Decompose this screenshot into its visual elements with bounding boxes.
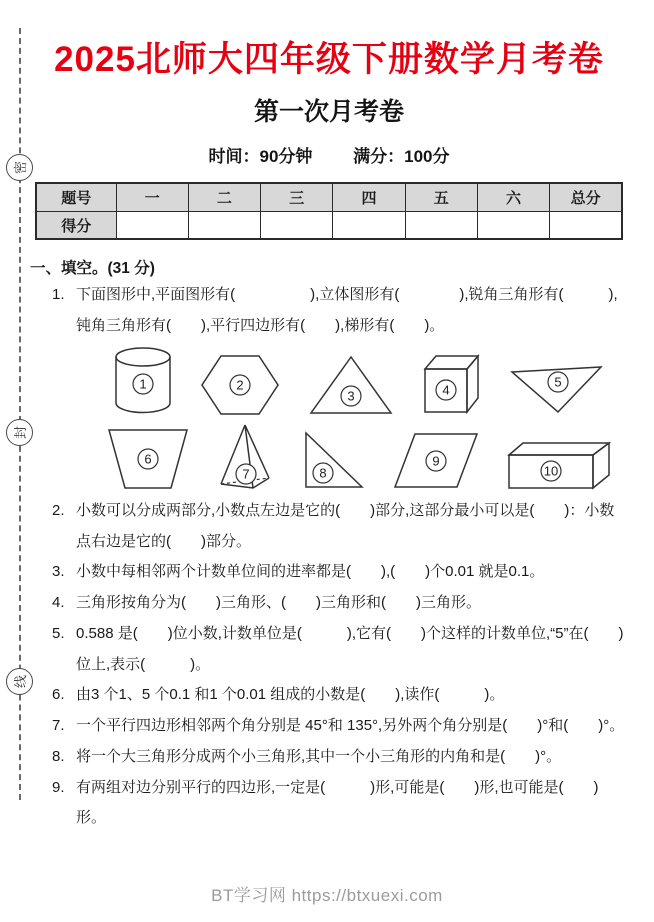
table-corner-cell: 题号 (36, 183, 116, 211)
exam-subtitle: 第一次月考卷 (253, 98, 404, 127)
figure-row-1 (90, 346, 628, 416)
seal-char: 封 (13, 426, 28, 440)
question-number: 5. (52, 624, 65, 642)
table-col-header: 四 (333, 183, 405, 211)
question (52, 280, 628, 342)
question-text: 下面图形中,平面图形有( ),立体图形有( ),锐角三角形有( ),钝角三角形有( ),平行四边形有( ),梯形有( )。 (76, 286, 618, 334)
figure-label: 9 (432, 453, 440, 469)
figure-label: 7 (242, 466, 250, 482)
question-number: 9. (52, 778, 65, 796)
question (52, 742, 628, 773)
question-text: 小数可以分成两部分,小数点左边是它的( )部分,这部分最小可以是( )：小数点右边是它的( )部分。 (76, 501, 615, 550)
figure-label: 6 (144, 451, 152, 467)
question-text: 有两组对边分别平行的四边形,一定是( )形,可能是( )形,也可能是( )形。 (76, 778, 599, 827)
question-number: 7. (52, 717, 65, 734)
figure-label: 5 (554, 374, 562, 390)
obtuse-triangle-figure (510, 362, 604, 416)
table-col-header: 二 (188, 183, 260, 211)
question-number: 4. (52, 594, 65, 611)
figure-label: 3 (347, 388, 355, 404)
score-cell (188, 211, 260, 239)
table-col-header: 六 (477, 183, 549, 211)
seal-char-circle (6, 419, 33, 446)
figure-label: 1 (139, 376, 147, 392)
question-number: 2. (52, 501, 65, 519)
exam-meta (30, 142, 628, 167)
time-label: 时间：90分钟 (208, 147, 313, 167)
table-col-header: 五 (405, 183, 477, 211)
score-cell (333, 211, 405, 239)
question (52, 773, 628, 835)
trapezoid-figure (105, 428, 191, 490)
question-list (30, 280, 628, 834)
score-cell (116, 211, 188, 239)
question-text: 一个平行四边形相邻两个角分别是 45°和 135°,另外两个角分别是( )°和( )°。 (76, 717, 625, 734)
cylinder-figure (114, 346, 172, 416)
question (52, 680, 628, 711)
footer-watermark: BT学习网 https://btxuexi.com (211, 886, 443, 905)
question-text: 将一个大三角形分成两个小三角形,其中一个小三角形的内角和是( )°。 (76, 747, 562, 765)
question-number: 6. (52, 686, 65, 704)
score-row-label: 得分 (36, 211, 116, 239)
parallelogram-figure (393, 432, 479, 490)
seal-char: 线 (13, 675, 28, 689)
figure-row-2 (90, 422, 628, 490)
full-score-label: 满分：100分 (353, 147, 450, 167)
question-number: 1. (52, 286, 65, 304)
figure-label: 4 (442, 382, 450, 398)
pyramid-figure (219, 422, 275, 490)
question (52, 496, 628, 558)
hexagon-figure (200, 354, 280, 416)
cuboid-figure (507, 440, 613, 490)
score-table-score-row (36, 211, 622, 239)
seal-char: 密 (13, 161, 28, 175)
figure-label: 2 (236, 377, 244, 393)
question-number: 3. (52, 563, 65, 581)
question (52, 619, 628, 681)
table-col-header: 三 (261, 183, 333, 211)
right-triangle-figure (303, 430, 365, 490)
score-cell (405, 211, 477, 239)
score-table (35, 182, 623, 240)
question-number: 8. (52, 747, 65, 765)
table-col-header: 总分 (550, 183, 622, 211)
question (52, 711, 628, 742)
question-text: 由3 个1、5 个0.1 和1 个0.01 组成的小数是( ),读作( )。 (76, 686, 505, 704)
page-title: 2025北师大四年级下册数学月考卷 (54, 40, 604, 79)
seal-char-circle (6, 668, 33, 695)
section-heading: 一、填空。(31 分) (30, 260, 155, 278)
question-text: 三角形按角分为( )三角形、( )三角形和( )三角形。 (76, 594, 481, 611)
figure-label: 8 (319, 465, 327, 481)
question (52, 557, 628, 588)
cube-figure (422, 352, 482, 416)
score-cell (550, 211, 622, 239)
score-table-header-row (36, 183, 622, 211)
figure-label: 10 (543, 463, 559, 479)
score-cell (477, 211, 549, 239)
seal-char-circle (6, 154, 33, 181)
question (52, 588, 628, 619)
score-cell (261, 211, 333, 239)
table-col-header: 一 (116, 183, 188, 211)
question-text: 小数中每相邻两个计数单位间的进率都是( ),( )个0.01 就是0.1。 (76, 563, 545, 581)
question-text: 0.588 是( )位小数,计数单位是( ),它有( )个这样的计数单位,“5”在( )位上,表示( )。 (76, 624, 624, 673)
acute-triangle-figure (308, 354, 394, 416)
